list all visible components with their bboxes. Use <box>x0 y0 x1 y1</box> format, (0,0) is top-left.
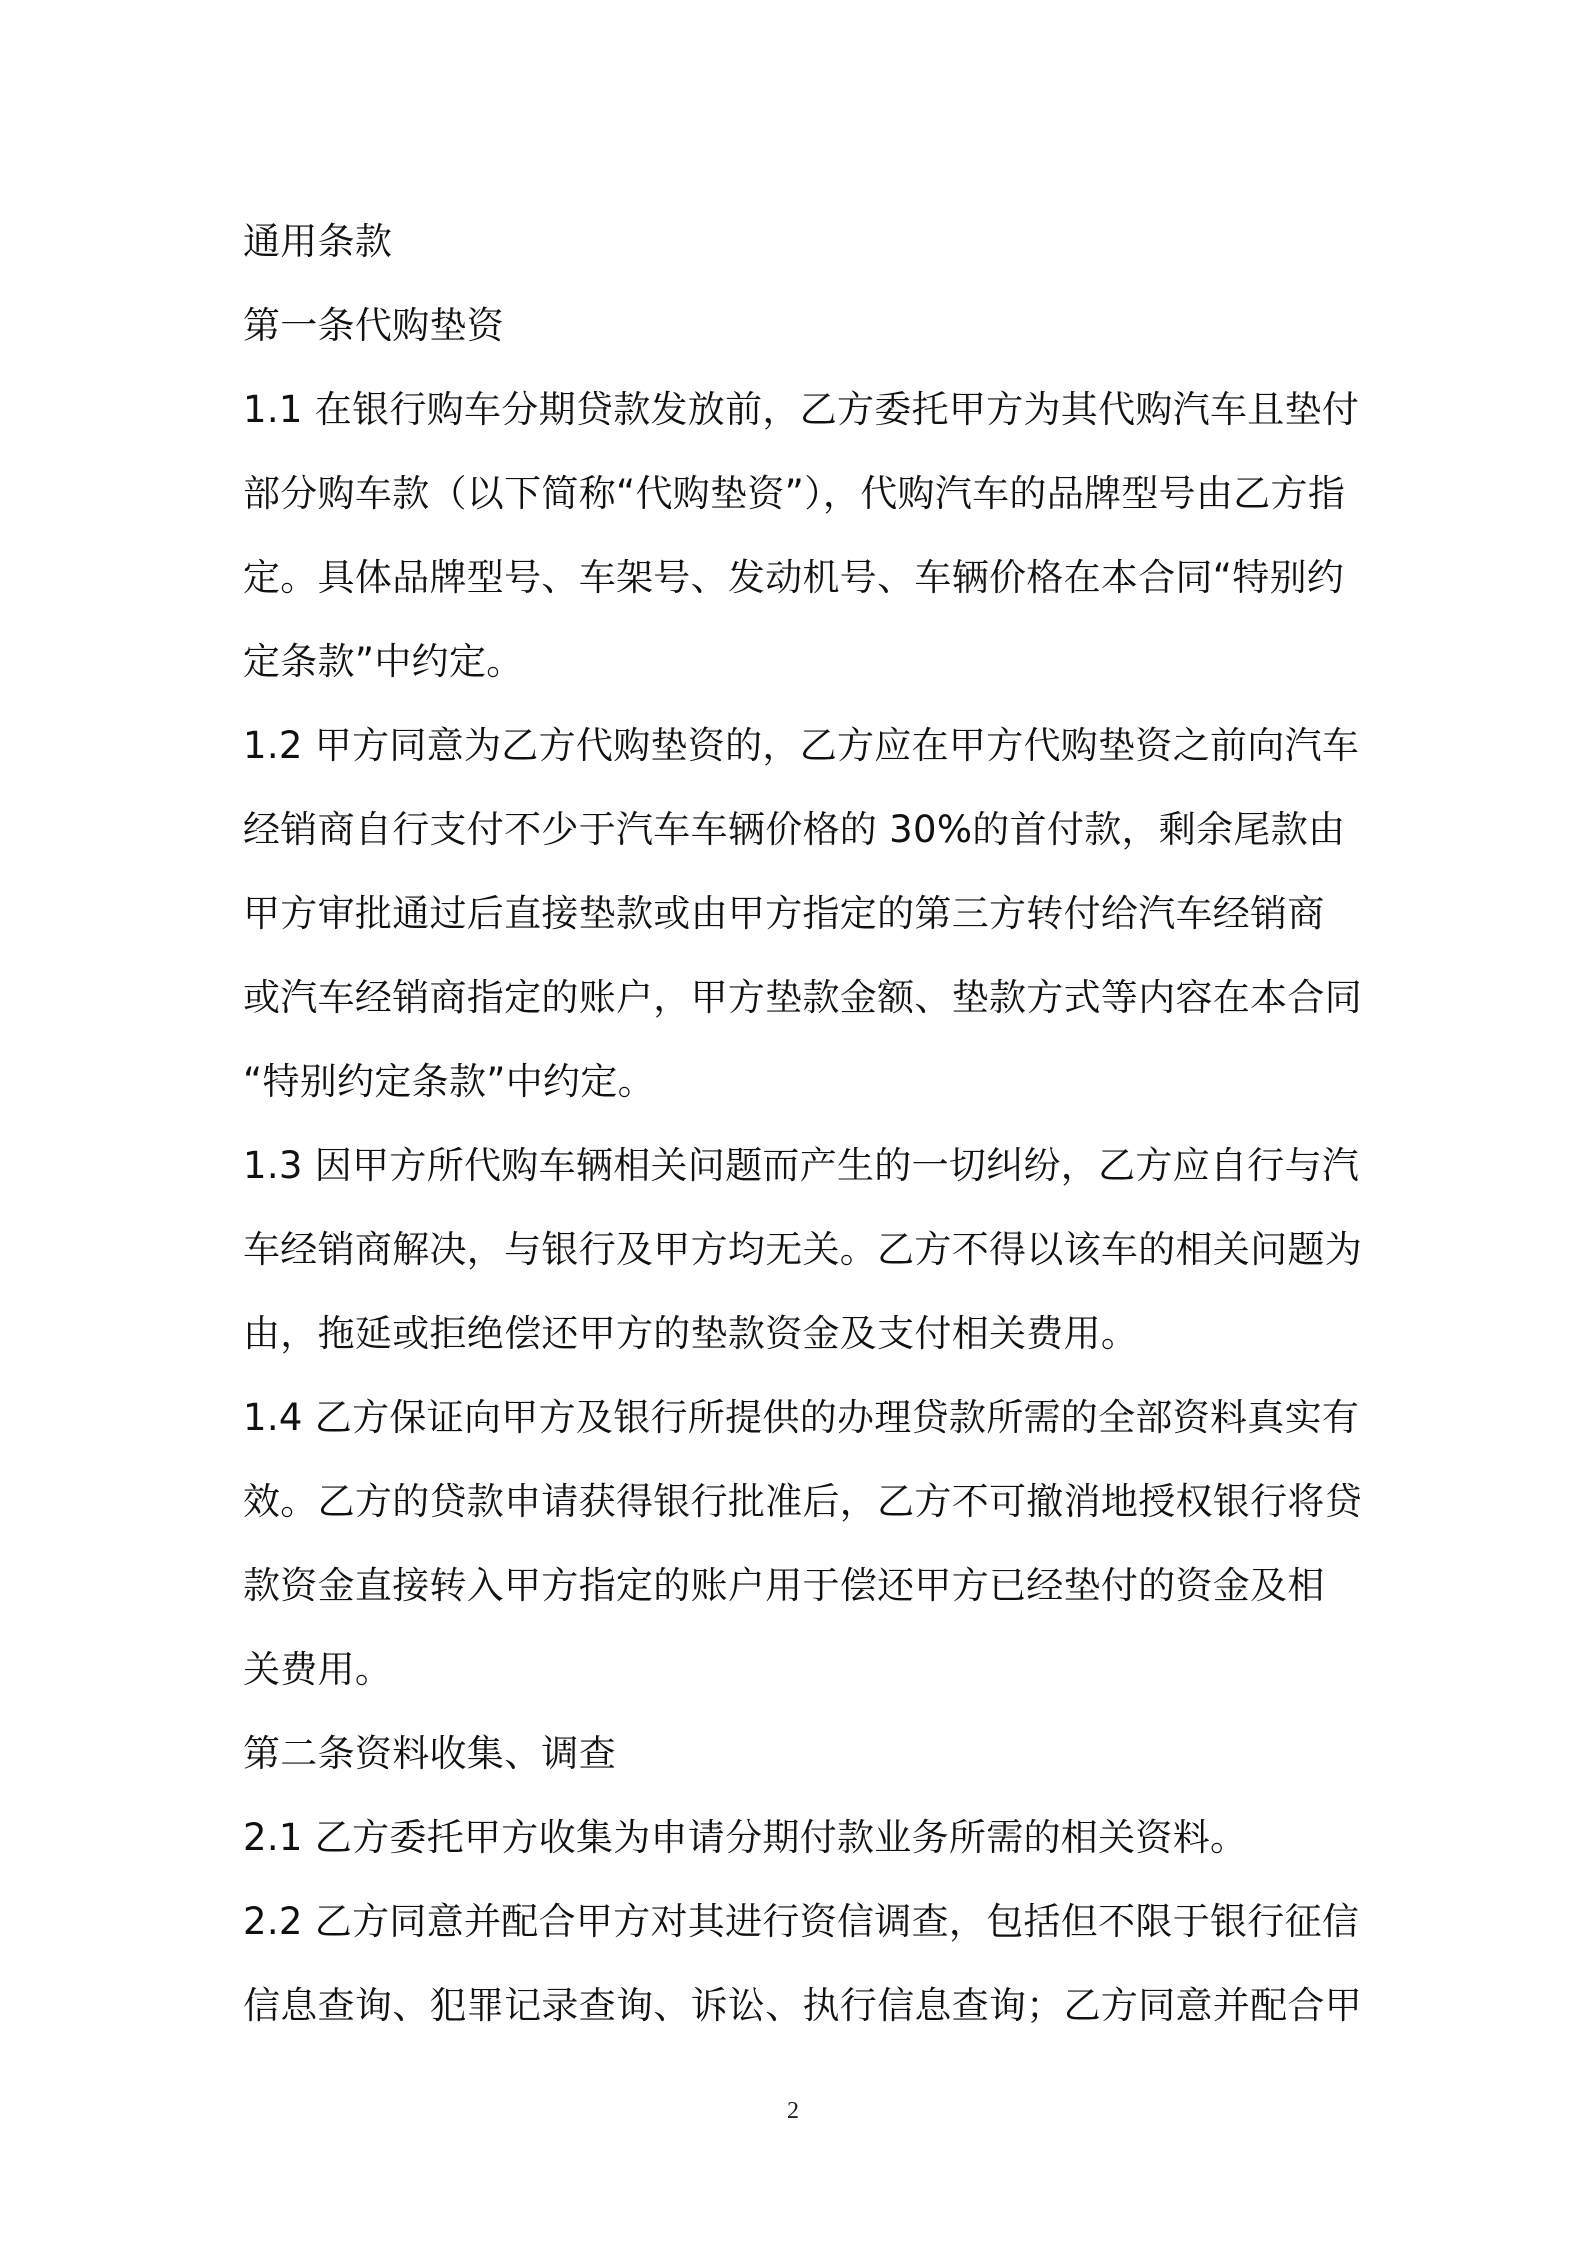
clause-1-1 <box>243 368 1363 704</box>
clause-1-2 <box>243 704 1363 1124</box>
clause-line: 由，拖延或拒绝偿还甲方的垫款资金及支付相关费用。 <box>243 1312 1139 1355</box>
clause-line: 2.2 乙方同意并配合甲方对其进行资信调查，包括但不限于银行征信 <box>243 1900 1360 1943</box>
clause-line: “特别约定条款”中约定。 <box>243 1060 655 1103</box>
page-number: 2 <box>787 2098 799 2124</box>
clause-line: 1.3 因甲方所代购车辆相关问题而产生的一切纠纷，乙方应自行与汽 <box>243 1144 1360 1187</box>
clause-line: 信息查询、犯罪记录查询、诉讼、执行信息查询；乙方同意并配合甲 <box>243 1984 1362 2027</box>
document-body <box>243 200 1363 2048</box>
clause-2-1 <box>243 1796 1363 1880</box>
clause-1-3 <box>243 1124 1363 1376</box>
clause-line: 1.2 甲方同意为乙方代购垫资的，乙方应在甲方代购垫资之前向汽车 <box>243 724 1360 767</box>
clause-line: 效。乙方的贷款申请获得银行批准后，乙方不可撤消地授权银行将贷 <box>243 1480 1362 1523</box>
clause-line: 经销商自行支付不少于汽车车辆价格的 30%的首付款，剩余尾款由 <box>243 808 1346 851</box>
clause-line: 定。具体品牌型号、车架号、发动机号、车辆价格在本合同“特别约 <box>243 556 1345 599</box>
clause-line: 2.1 乙方委托甲方收集为申请分期付款业务所需的相关资料。 <box>243 1816 1248 1859</box>
article-1-title: 第一条代购垫资 <box>243 304 505 347</box>
clause-line: 甲方审批通过后直接垫款或由甲方指定的第三方转付给汽车经销商 <box>243 892 1325 935</box>
clause-2-2 <box>243 1880 1363 2048</box>
clause-1-4 <box>243 1376 1363 1712</box>
clause-line: 款资金直接转入甲方指定的账户用于偿还甲方已经垫付的资金及相 <box>243 1564 1325 1607</box>
article-2-title: 第二条资料收集、调查 <box>243 1732 616 1775</box>
clause-line: 1.1 在银行购车分期贷款发放前，乙方委托甲方为其代购汽车且垫付 <box>243 388 1360 431</box>
clause-line: 或汽车经销商指定的账户，甲方垫款金额、垫款方式等内容在本合同 <box>243 976 1362 1019</box>
clause-line: 关费用。 <box>243 1648 393 1691</box>
clause-line: 1.4 乙方保证向甲方及银行所提供的办理贷款所需的全部资料真实有 <box>243 1396 1360 1439</box>
clause-line: 车经销商解决，与银行及甲方均无关。乙方不得以该车的相关问题为 <box>243 1228 1362 1271</box>
clause-line: 部分购车款（以下简称“代购垫资”），代购汽车的品牌型号由乙方指 <box>243 472 1346 515</box>
clause-line: 定条款”中约定。 <box>243 640 524 683</box>
section-heading: 通用条款 <box>243 220 393 263</box>
